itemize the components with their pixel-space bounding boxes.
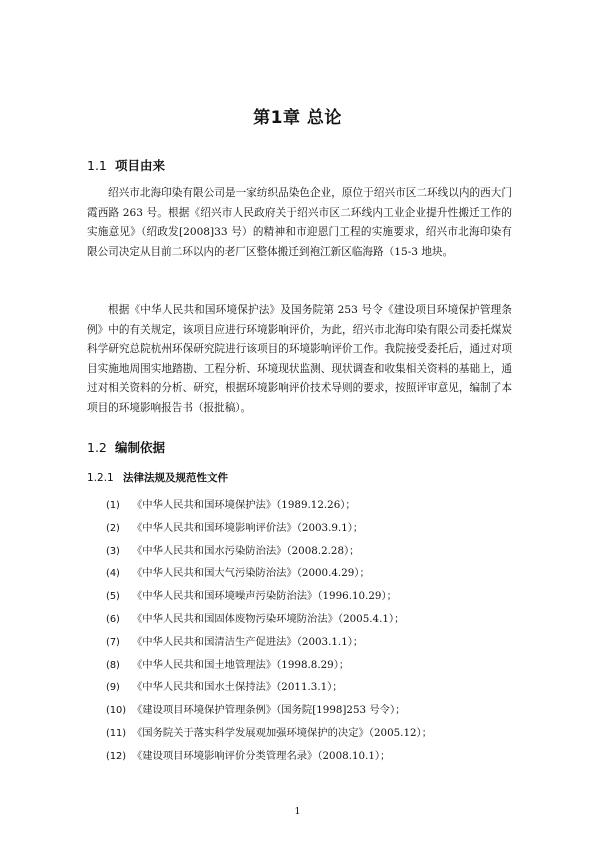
- list-item: [106, 745, 432, 768]
- law-list: [106, 494, 432, 768]
- list-item: [106, 562, 432, 585]
- section-title: 编制依据: [115, 440, 166, 455]
- list-text: 《国务院关于落实科学发展观加强环境保护的决定》（2005.12）；: [132, 726, 432, 739]
- list-index: (12): [106, 750, 127, 762]
- list-text: 《建设项目环境保护管理条例》（国务院[1998]253 号令）；: [132, 704, 406, 717]
- paragraph-project-origin-2: 根据《中华人民共和国环境保护法》及国务院第 253 号令《建设项目环境保护管理条例》中的有关规定，该项目应进行环境影响评价，为此，绍兴市北海印染有限公司委托煤炭科学研究总院杭州环保研究院进行该项目的环境影响评价工作。我院接受委托后，通过对项目实施地周围实地踏勘、工程分析、环境现状监测、现状调查和收集相关资料的基础上，通过对相关资料的分析、研究，根据环境影响评价技术导则的要求，按照评审意见，编制了本项目的环境影响报告书（报批稿）。: [87, 304, 512, 414]
- list-text: 《中华人民共和国环境保护法》（1989.12.26）；: [132, 499, 356, 511]
- list-text: 《建设项目环境影响评价分类管理名录》（2008.10.1）；: [132, 749, 391, 762]
- paragraph-project-origin-1: 绍兴市北海印染有限公司是一家纺织品染色企业，原位于绍兴市区二环线以内的西大门霞西路 263 号。根据《绍兴市人民政府关于绍兴市区二环线内工业企业提升性搬迁工作的实施意见》（绍政发[2008]33 号）的精神和市迎恩门工程的实施要求，绍兴市北海印染有限公司决定从目前二环以内的老厂区整体搬迁到袍江新区临海路（15-3 地块。: [87, 187, 512, 258]
- list-index: (8): [106, 659, 120, 671]
- list-text: 《中华人民共和国环境影响评价法》（2003.9.1）；: [132, 521, 364, 534]
- list-index: (10): [106, 705, 127, 717]
- list-item: [106, 608, 432, 631]
- list-index: (4): [106, 568, 120, 580]
- list-text: 《中华人民共和国水土保持法》（2011.3.1）；: [132, 681, 343, 694]
- list-text: 《中华人民共和国大气污染防治法》（2000.4.29）；: [132, 567, 370, 580]
- section-heading-1-2: [87, 438, 165, 456]
- subsection-number: 1.2.1: [87, 472, 114, 484]
- section-heading-1-1: [87, 156, 165, 174]
- subsection-heading-1-2-1: [87, 470, 228, 485]
- list-index: (3): [106, 545, 120, 557]
- subsection-title: 法律法规及规范性文件: [123, 472, 228, 484]
- list-index: (11): [106, 727, 127, 739]
- list-text: 《中华人民共和国固体废物污染环境防治法》（2005.4.1）；: [132, 612, 405, 625]
- list-item: [106, 654, 432, 677]
- list-item: [106, 517, 432, 540]
- list-index: (1): [106, 500, 120, 511]
- list-item: [106, 631, 432, 654]
- list-text: 《中华人民共和国清洁生产促进法》（2003.1.1）；: [132, 635, 364, 648]
- list-text: 《中华人民共和国土地管理法》（1998.8.29）；: [132, 658, 350, 671]
- list-index: (6): [106, 613, 120, 625]
- list-item: [106, 676, 432, 699]
- section-number: 1.1: [87, 158, 107, 173]
- chapter-title: 第1章 总论: [253, 108, 342, 128]
- section-number: 1.2: [87, 440, 107, 455]
- list-item: [106, 540, 432, 563]
- list-index: (7): [106, 636, 120, 648]
- list-text: 《中华人民共和国水污染防治法》（2008.2.28）；: [132, 544, 360, 557]
- list-index: (2): [106, 522, 120, 534]
- list-index: (9): [106, 682, 120, 694]
- list-index: (5): [106, 591, 120, 603]
- list-item: [106, 585, 432, 608]
- page-number: 1: [294, 806, 301, 817]
- list-text: 《中华人民共和国环境噪声污染防治法》（1996.10.29）；: [132, 590, 397, 603]
- list-item: [106, 722, 432, 745]
- list-item: [106, 494, 432, 517]
- section-title: 项目由来: [115, 158, 166, 173]
- list-item: [106, 699, 432, 722]
